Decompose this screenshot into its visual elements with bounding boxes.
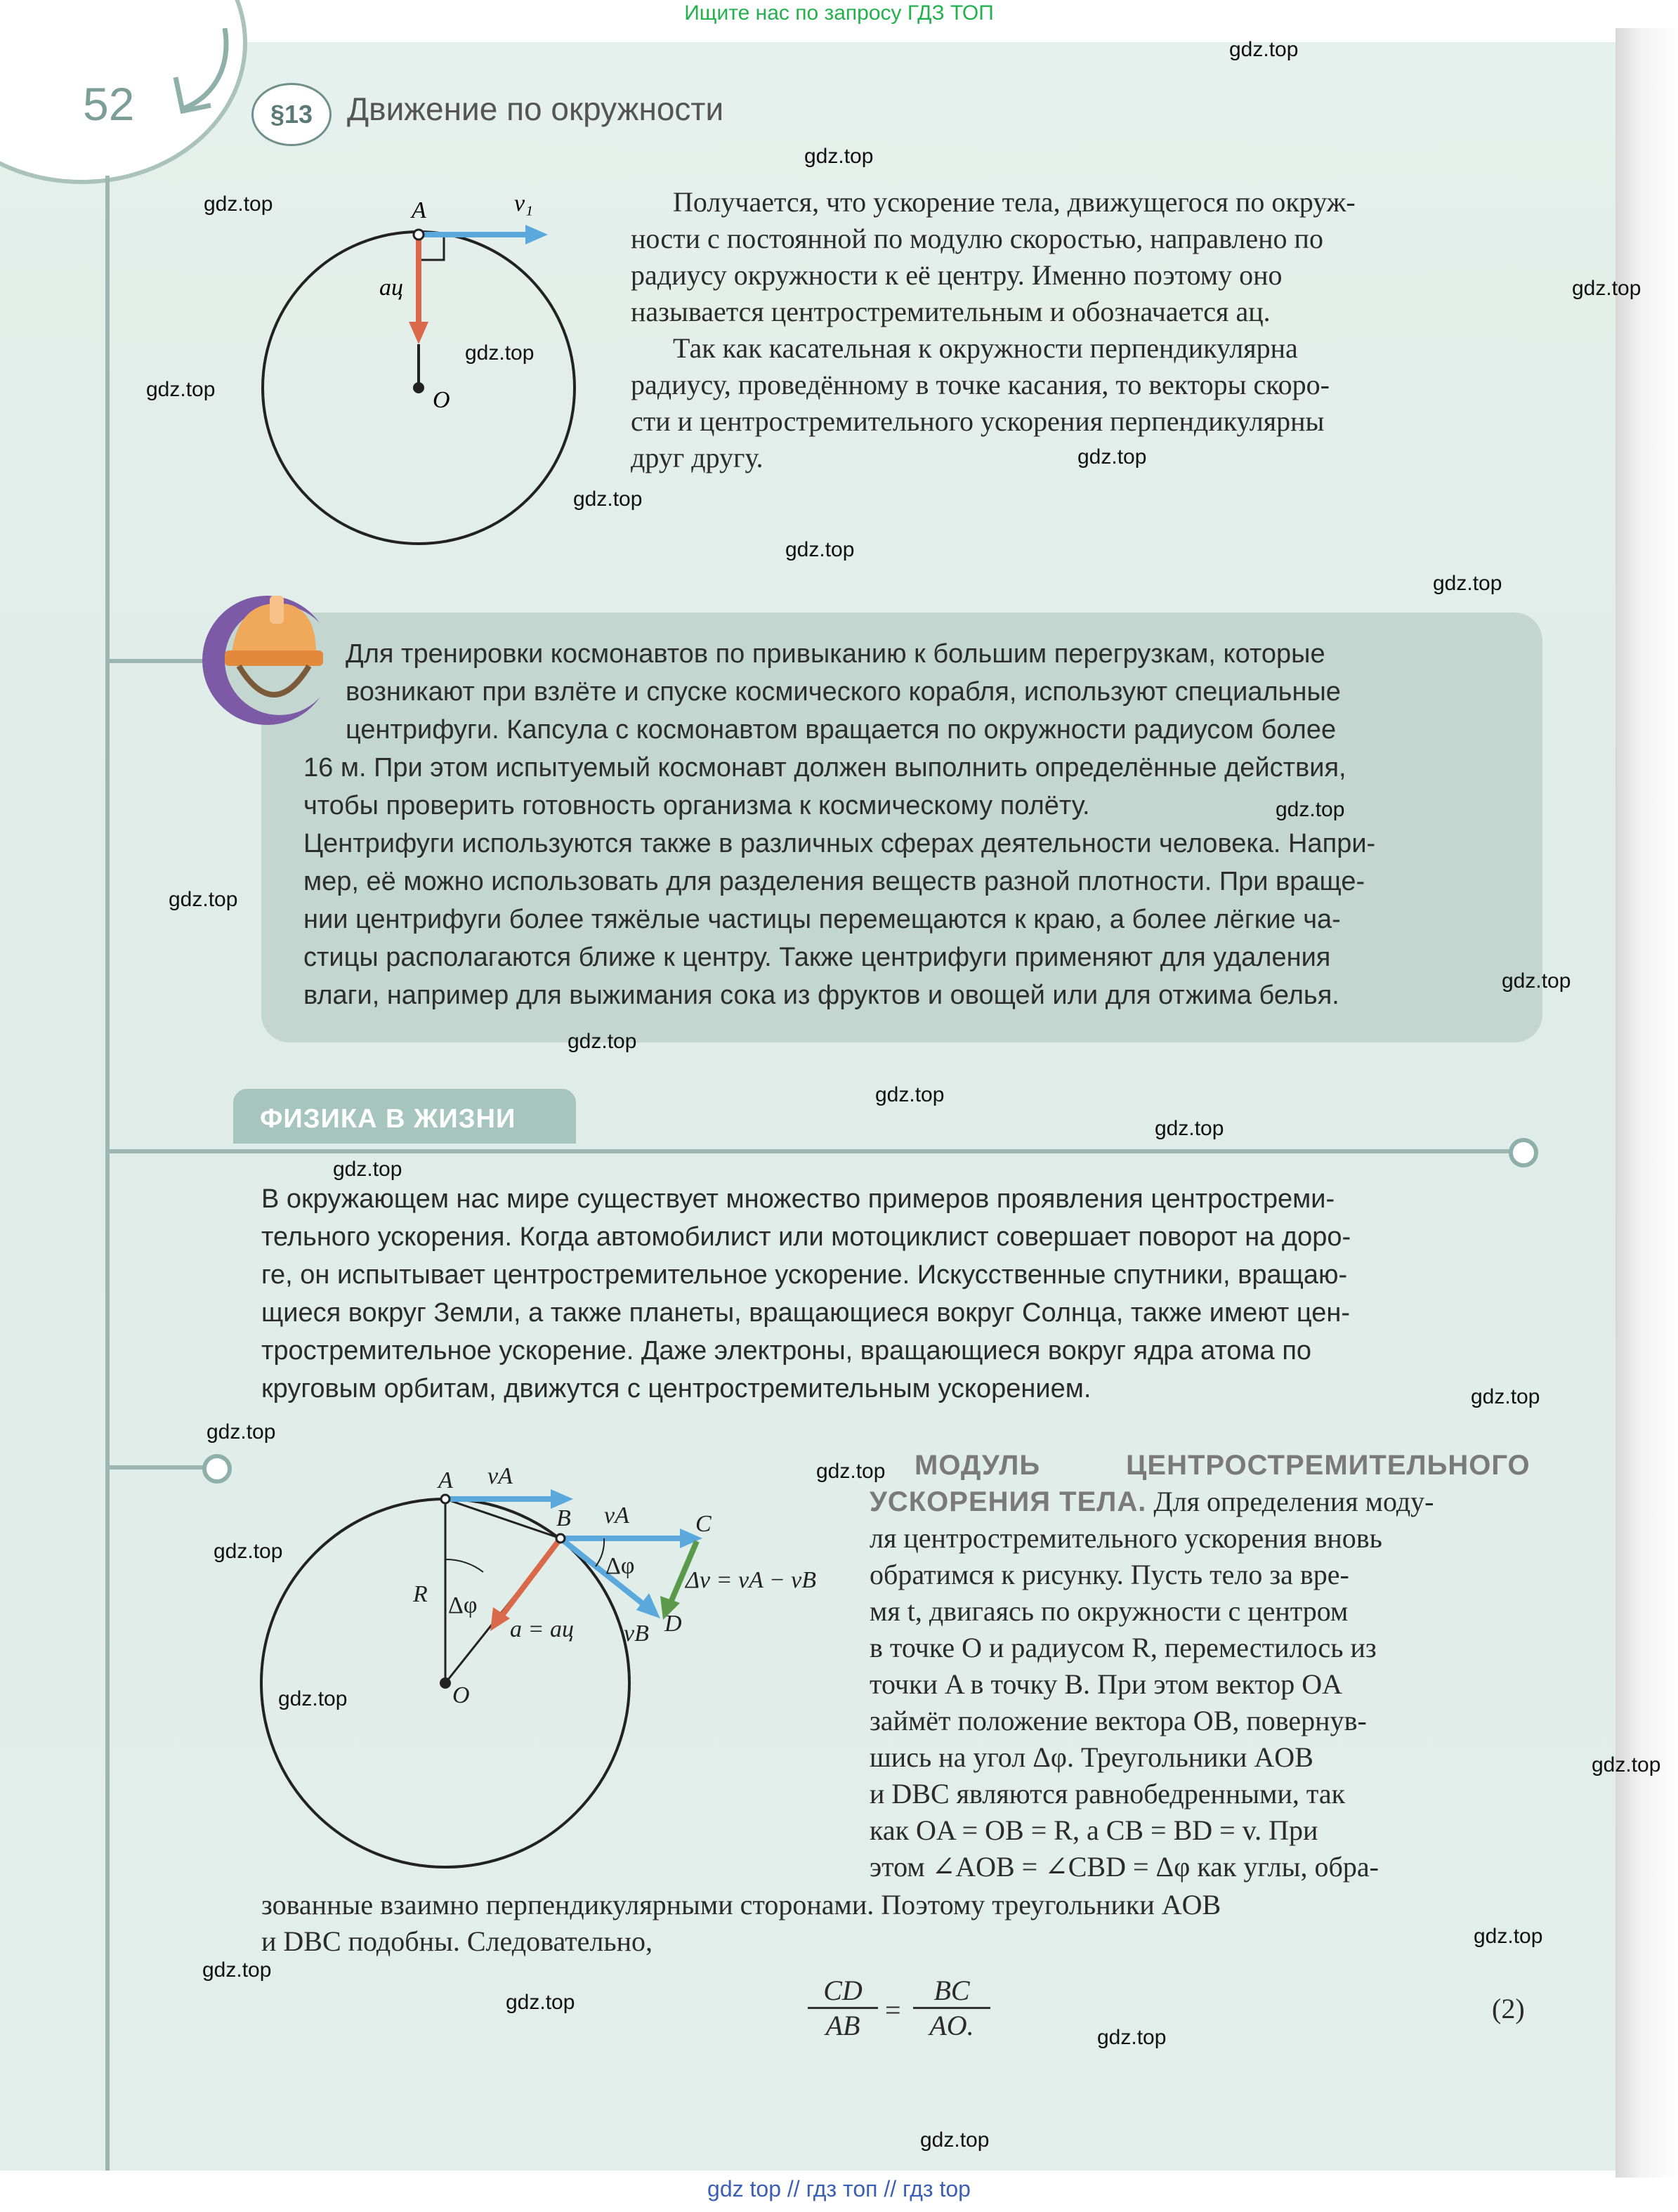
life-paragraph: В окружающем нас мире существует множество примеров проявления центростреми- тельного ускорения. Когда автомобилист или мотоциклист совершает поворот на доро- ге, он испытывает центростремительное ускорение. Искусственные спутники, вращаю- щиеся вокруг Земли, а также планеты, вращающиеся вокруг Солнца, также имеют цен- тростремительное ускорение. Даже электроны, вращающиеся вокруг ядра атома по круговым орбитам, движутся с центростремительным ускорением. xyxy=(261,1184,1351,1403)
point-b xyxy=(556,1534,565,1543)
page-edge-shadow xyxy=(1615,28,1678,2178)
intro-paragraph xyxy=(631,184,1356,476)
watermark: gdz.top xyxy=(506,1991,575,2014)
watermark: gdz.top xyxy=(816,1460,886,1483)
watermark: gdz.top xyxy=(1502,969,1571,993)
return-arrow-icon xyxy=(169,28,246,119)
intro-line: радиусу, проведённому в точке касания, то векторы скоро- xyxy=(631,369,1330,400)
timeline-node-modul xyxy=(202,1454,232,1484)
watermark: gdz.top xyxy=(333,1158,402,1181)
label-vb: vB xyxy=(624,1621,649,1647)
vector-vb-arrowhead xyxy=(636,1593,660,1618)
label-d: D xyxy=(664,1611,682,1637)
watermark: gdz.top xyxy=(1077,445,1147,469)
watermark: gdz.top xyxy=(804,145,874,168)
watermark: gdz.top xyxy=(1433,572,1502,595)
watermark: gdz.top xyxy=(573,487,643,511)
center-point xyxy=(413,382,424,393)
watermark: gdz.top xyxy=(1276,798,1345,821)
vector-vb xyxy=(561,1538,649,1609)
label-o: O xyxy=(452,1682,470,1708)
label-r: R xyxy=(413,1581,428,1607)
tail-paragraph: зованные взаимно перпендикулярными сторонами. Поэтому треугольники AOB и DBC подобны. Следовательно, xyxy=(261,1889,1221,1957)
watermark: gdz.top xyxy=(1471,1385,1540,1408)
formula-number: (2) xyxy=(1492,1993,1525,2024)
watermark: gdz.top xyxy=(278,1687,348,1710)
watermark: gdz.top xyxy=(465,341,535,365)
watermark: gdz.top xyxy=(169,888,238,911)
vector-acceleration xyxy=(499,1538,561,1620)
label-b: B xyxy=(556,1505,571,1531)
chord-ab xyxy=(445,1499,561,1538)
timeline-node-life xyxy=(1509,1138,1538,1167)
watermark: gdz.top xyxy=(1097,2026,1167,2049)
figure-velocity-triangle xyxy=(239,1447,871,1883)
label-v1: v₁ xyxy=(514,190,533,216)
watermark: gdz.top xyxy=(146,378,216,401)
modul-heading-line-1: МОДУЛЬ ЦЕНТРОСТРЕМИТЕЛЬНОГО xyxy=(915,1450,1530,1481)
center-point xyxy=(440,1677,451,1689)
point-a xyxy=(414,230,424,240)
label-o: O xyxy=(433,387,450,413)
intro-line: Получается, что ускорение тела, движущегося по окруж- xyxy=(673,186,1356,218)
watermark: gdz.top xyxy=(1572,277,1641,300)
watermark: gdz.top xyxy=(1592,1753,1661,1776)
intro-line: называется центростремительным и обозначается aц. xyxy=(631,296,1271,327)
watermark: gdz.top xyxy=(1155,1117,1224,1140)
angle-arc-b xyxy=(596,1538,604,1566)
watermark: gdz.top xyxy=(875,1083,945,1106)
intro-line: сти и центростремительного ускорения перпендикулярны xyxy=(631,405,1325,437)
section-title: Движение по окружности xyxy=(347,91,724,127)
intro-line: радиусу окружности к её центру. Именно поэтому оно xyxy=(631,259,1283,291)
label-va-copy: vA xyxy=(604,1503,629,1529)
intro-line: Так как касательная к окружности перпендикулярна xyxy=(673,332,1298,364)
label-dv-equation: Δv = vA − vB xyxy=(686,1567,817,1593)
modul-heading-line-2: УСКОРЕНИЯ ТЕЛА. xyxy=(870,1486,1147,1517)
timeline-branch-life xyxy=(110,1149,1514,1153)
info-text: Для тренировки космонавтов по привыканию к большим перегрузкам, которые возникают при взлёте и спуске космического корабля, используют специальные центрифуги. Капсула с космонавтом вращается по окружности радиусом более 16 м. При этом испытуемый космонавт должен выполнить определённые действия, чтобы проверить готовность организма к космическому полёту. Центрифуги используются также в различных сферах деятельности человека. Напри- мер, её можно использовать для разделения веществ разной плотности. При враще- нии центрифуги более тяжёлые частицы перемещаются к краю, а более лёгкие ча- стицы располагаются ближе к центру. Также центрифуги применяют для удаления влаги, например для выжимания сока из фруктов и овощей или для отжима белья. xyxy=(303,639,1376,1010)
point-a xyxy=(441,1495,450,1503)
figure-centripetal-acceleration xyxy=(239,176,604,555)
label-a: A xyxy=(438,1467,453,1493)
angle-arc-o xyxy=(445,1559,483,1572)
bottom-banner[interactable]: gdz top // гдз топ // гдз top xyxy=(707,2176,971,2201)
label-dphi-b: Δφ xyxy=(605,1553,635,1579)
timeline-branch-modul xyxy=(110,1465,208,1470)
section-badge: §13 xyxy=(251,83,332,146)
top-banner[interactable]: Ищите нас по запросу ГДЗ ТОП xyxy=(684,1,994,25)
intro-line: ности с постоянной по модулю скоростью, направлено по xyxy=(631,223,1323,254)
acceleration-arrowhead xyxy=(409,322,428,344)
watermark: gdz.top xyxy=(207,1420,276,1444)
label-a: A xyxy=(412,197,426,223)
physics-in-life-tab: ФИЗИКА В ЖИЗНИ xyxy=(233,1089,576,1144)
velocity-arrowhead xyxy=(525,225,548,244)
watermark: gdz.top xyxy=(1229,38,1299,61)
label-c: C xyxy=(695,1511,712,1537)
formula-equals: = xyxy=(885,1994,901,2026)
watermark: gdz.top xyxy=(920,2128,990,2152)
watermark: gdz.top xyxy=(568,1030,637,1053)
fraction-bc-ao: $\frac{BC}{AO.}$ xyxy=(913,1974,990,2042)
label-dphi-o: Δφ xyxy=(448,1592,478,1618)
watermark: gdz.top xyxy=(785,538,855,561)
label-a-equation: a = aц xyxy=(510,1616,574,1642)
watermark: gdz.top xyxy=(1474,1925,1543,1948)
modul-paragraph: МОДУЛЬ ЦЕНТРОСТРЕМИТЕЛЬНОГО УСКОРЕНИЯ ТЕЛА. Для определения моду- ля центростремительного ускорения вновь обратимся к рисунку. Пусть тело за вре- мя t, двигаясь по окружности с центром в точке O и радиусом R, переместилось из точки A в точку B. При этом вектор OA займёт положение вектора OB, повернув- шись на угол Δφ. Треугольники AOB и DBC являются равнобедренными, так как OA = OB = R, а CB = BD = v. При этом ∠AOB = ∠CBD = Δφ как углы, обра- xyxy=(870,1447,1530,1885)
margin-timeline xyxy=(105,176,110,2171)
label-ac: aц xyxy=(379,275,403,301)
label-va: vA xyxy=(487,1463,513,1489)
fraction-cd-ab: $\frac{CD}{AB}$ xyxy=(808,1974,878,2042)
intro-line: друг другу. xyxy=(631,442,763,473)
watermark: gdz.top xyxy=(204,192,273,216)
watermark: gdz.top xyxy=(214,1540,283,1563)
page-number: 52 xyxy=(83,78,135,130)
watermark: gdz.top xyxy=(202,1958,272,1982)
